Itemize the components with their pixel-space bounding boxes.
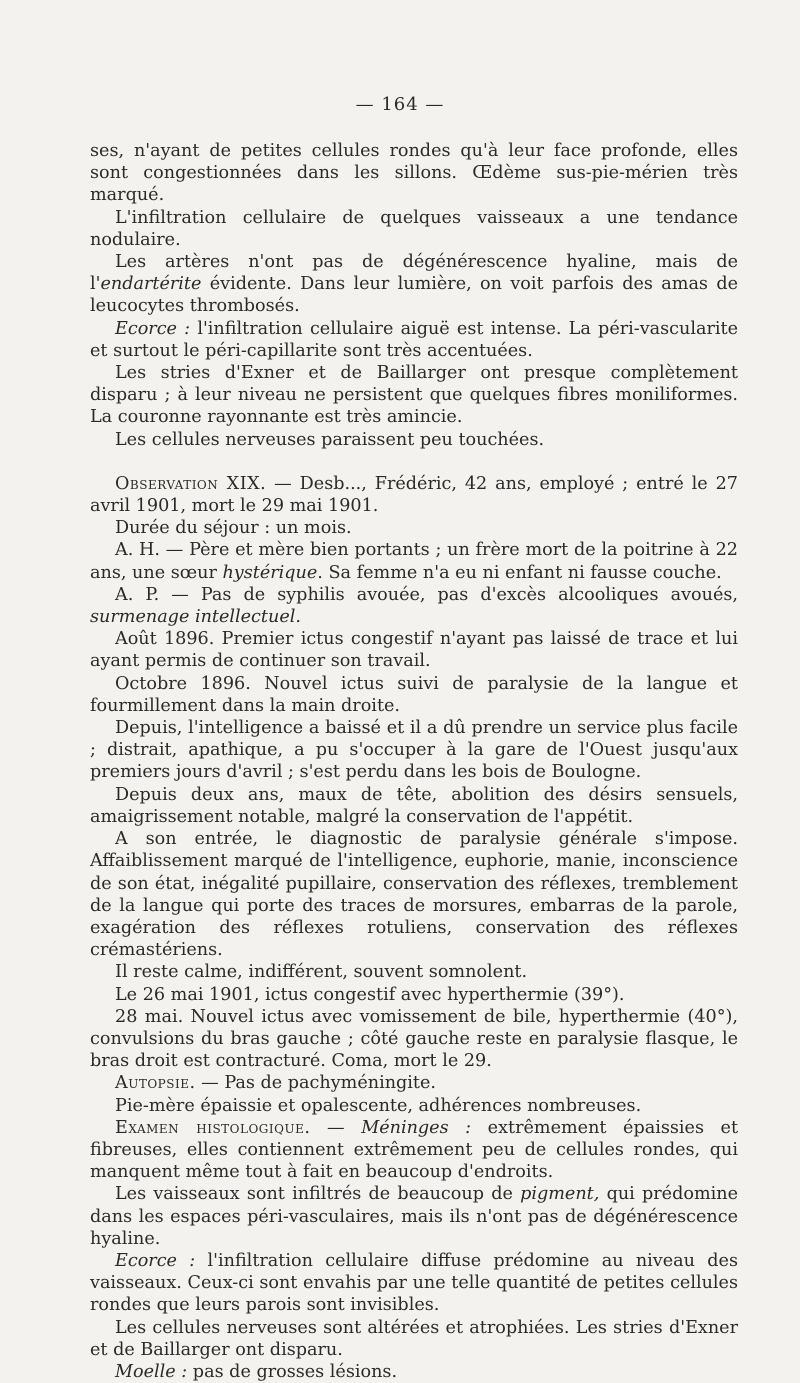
paragraph (90, 628, 738, 672)
text-run: Les cellules nerveuses sont altérées et atrophiées. Les stries d'Exner et de Baillarger ont disparu. (90, 1317, 738, 1360)
text-run: Le 26 mai 1901, ictus congestif avec hyperthermie (39°). (115, 984, 625, 1005)
small-caps-heading: Observation XIX. (115, 473, 267, 494)
text-run: 28 mai. Nouvel ictus avec vomissement de bile, hyperthermie (40°), convulsions du bras gauche ; côté gauche reste en paralysie flasque, le bras droit est contracturé. Coma, mort le 29. (90, 1006, 738, 1072)
italic-text: surmenage intellectuel. (90, 607, 301, 628)
text-run: Les cellules nerveuses paraissent peu touchées. (115, 429, 545, 450)
paragraph (90, 1317, 738, 1361)
paragraph (90, 1361, 738, 1383)
text-run: Depuis deux ans, maux de tête, abolition des désirs sensuels, amaigrissement notable, malgré la conservation de l'appétit. (90, 784, 738, 827)
paragraph (90, 362, 738, 429)
text-run: Durée du séjour : un mois. (115, 518, 352, 539)
text-run: extrêmement épaissies et fibreuses, elles contiennent extrêmement peu de cellules rondes, qui manquent même tout à fait en beaucoup d'endroits. (90, 1117, 739, 1183)
paragraph (90, 1250, 738, 1317)
paragraph (90, 828, 738, 961)
paragraph (90, 473, 738, 517)
italic-text: Ecorce : (115, 1250, 196, 1271)
text-run: — Desb..., Frédéric, 42 ans, employé ; entré le 27 avril 1901, mort le 29 mai 1901. (90, 473, 738, 517)
paragraph (90, 784, 738, 828)
paragraph (90, 984, 738, 1006)
text-run: A son entrée, le diagnostic de paralysie générale s'impose. Affaiblissement marqué de l'intelligence, euphorie, manie, inconscience de son état, inégalité pupillaire, conservation des réflexes, tremblement de la langue qui porte des traces de morsures, embarras de la parole, exagération des réflexes rotuliens, conservation des réflexes crémastériens. (90, 829, 738, 961)
paragraph (90, 584, 738, 628)
italic-text: Ecorce : (115, 318, 191, 339)
text-run: Il reste calme, indifférent, souvent somnolent. (115, 962, 528, 983)
text-run: qui prédomine dans les espaces péri-vasculaires, mais ils n'ont pas de dégénérescence hyaline. (90, 1184, 738, 1249)
text-run: A. P. — Pas de syphilis avouée, pas d'excès alcooliques avoués, (115, 584, 738, 605)
text-run: — (310, 1117, 362, 1138)
text-run: ses, n'ayant de petites cellules rondes qu'à leur face profonde, elles sont congestionnées dans les sillons. Œdème sus-pie-mérien très marqué. (90, 141, 738, 206)
text-run: l'infiltration cellulaire aiguë est intense. La péri-vascularite et surtout le péri-capillarite sont très accentuées. (90, 318, 738, 361)
italic-text: hystérique (222, 562, 318, 583)
text-run: Pie-mère épaissie et opalescente, adhérences nombreuses. (115, 1095, 642, 1116)
paragraph (90, 1183, 738, 1250)
page-number: — 164 — (355, 94, 445, 115)
paragraph (90, 517, 738, 539)
paragraph (90, 207, 738, 251)
italic-text: Moelle : (115, 1361, 188, 1382)
text-run: Août 1896. Premier ictus congestif n'ayant pas laissé de trace et lui ayant permis de continuer son travail. (90, 629, 738, 672)
italic-text: Méninges : (361, 1117, 472, 1138)
body-text (90, 140, 738, 1383)
text-run: Les vaisseaux sont infiltrés de beaucoup de (115, 1184, 521, 1205)
text-run: pas de grosses lésions. (187, 1361, 398, 1382)
text-run: Les stries d'Exner et de Baillarger ont presque complètement disparu ; à leur niveau ne persistent que quelques fibres moniliformes. La couronne rayonnante est très amincie. (90, 363, 738, 428)
paragraph (90, 251, 738, 318)
paragraph (90, 1072, 738, 1094)
paragraph (90, 539, 738, 583)
text-run: L'infiltration cellulaire de quelques vaisseaux a une tendance nodulaire. (90, 207, 738, 250)
text-run: évidente. Dans leur lumière, on voit parfois des amas de leucocytes thrombosés. (90, 274, 738, 317)
paragraph (90, 673, 738, 717)
text-run: Les artères n'ont pas de dégénérescence hyaline, mais de l' (90, 252, 738, 295)
text-run: Depuis, l'intelligence a baissé et il a dû prendre un service plus facile ; distrait, apathique, a pu s'occuper à la gare de l'Ouest jusqu'aux premiers jours d'avril ; s'est perdu dans les bois de Boulogne. (90, 718, 738, 783)
italic-text: pigment, (520, 1184, 600, 1205)
paragraph (90, 717, 738, 784)
text-run: Octobre 1896. Nouvel ictus suivi de paralysie de la langue et fourmillement dans la main droite. (90, 673, 738, 716)
text-run: A. H. — Père et mère bien portants ; un frère mort de la poitrine à 22 ans, une sœur (90, 540, 738, 583)
italic-text: endartérite (100, 274, 202, 295)
paragraph (90, 1117, 738, 1184)
text-run: l'infiltration cellulaire diffuse prédomine au niveau des vaisseaux. Ceux-ci sont envahis par une telle quantité de petites cellules rondes que leurs parois sont invisibles. (90, 1250, 738, 1316)
small-caps-heading: Autopsie. (115, 1073, 196, 1094)
paragraph (90, 318, 738, 362)
text-run: . Sa femme n'a eu ni enfant ni fausse couche. (317, 562, 722, 583)
text-run: — Pas de pachyméningite. (195, 1073, 436, 1094)
paragraph (90, 1006, 738, 1073)
paragraph (90, 429, 738, 451)
paragraph (90, 961, 738, 983)
paragraph (90, 1095, 738, 1117)
paragraph (90, 140, 738, 207)
small-caps-heading: Examen histologique. (115, 1117, 311, 1138)
